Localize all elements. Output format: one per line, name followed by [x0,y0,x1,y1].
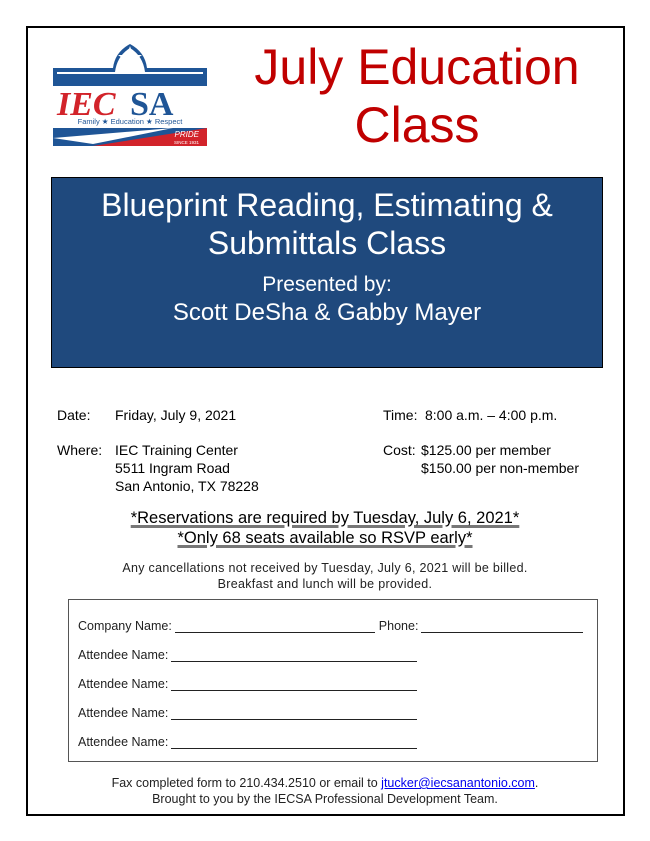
class-title: Blueprint Reading, Estimating & Submittals Class [101,187,553,261]
svg-text:IEC: IEC [57,86,116,123]
date-value: Friday, July 9, 2021 [115,407,237,423]
svg-text:Family ★ Education ★ Respect: Family ★ Education ★ Respect [77,117,183,126]
time-label: Time: [383,407,418,423]
attendee-name-field-3[interactable] [171,708,417,720]
phone-label: Phone: [378,619,419,633]
attendee-name-field-1[interactable] [171,650,417,662]
where-line-1: IEC Training Center [115,442,238,458]
attendee-name-field-2[interactable] [171,679,417,691]
svg-text:PRIDE: PRIDE [174,130,199,139]
where-line-2: 5511 Ingram Road [115,460,230,476]
attendee-name-label: Attendee Name: [78,648,169,662]
cost-member: $125.00 per member [421,442,551,458]
date-label: Date: [57,407,91,423]
registration-form [68,599,598,762]
svg-text:SINCE 1931: SINCE 1931 [173,140,199,145]
team-credit: Brought to you by the IECSA Professional Development Team. [152,792,498,806]
presented-by-label: Presented by: [262,273,392,296]
where-label: Where: [57,442,103,458]
fax-text: Fax completed form to 210.434.2510 or email to [111,776,382,790]
cost-label: Cost: [383,442,416,458]
cost-nonmember: $150.00 per non-member [421,460,579,476]
presenter-names: Scott DeSha & Gabby Mayer [172,299,482,326]
page-title: July Education Class [254,39,580,153]
iecsa-logo [53,38,207,146]
phone-field[interactable] [421,621,583,633]
time-value: 8:00 a.m. – 4:00 p.m. [425,407,558,423]
attendee-name-label: Attendee Name: [78,735,169,749]
email-link[interactable]: jtucker@iecsanantonio.com [381,776,535,790]
attendee-name-label: Attendee Name: [78,677,169,691]
attendee-name-field-4[interactable] [171,737,417,749]
cancellation-note: Any cancellations not received by Tuesday, July 6, 2021 will be billed. [122,561,528,575]
seats-available: *Only 68 seats available so RSVP early* [177,529,473,547]
company-name-label: Company Name: [78,619,172,633]
attendee-name-label: Attendee Name: [78,706,169,720]
company-name-field[interactable] [175,621,375,633]
fax-instructions [0,775,650,791]
svg-text:SA: SA [130,86,174,123]
class-banner [51,177,603,368]
period: . [534,776,539,790]
reservation-deadline: *Reservations are required by Tuesday, July 6, 2021* [130,509,520,527]
where-line-3: San Antonio, TX 78228 [115,478,259,494]
meals-note: Breakfast and lunch will be provided. [217,577,433,591]
